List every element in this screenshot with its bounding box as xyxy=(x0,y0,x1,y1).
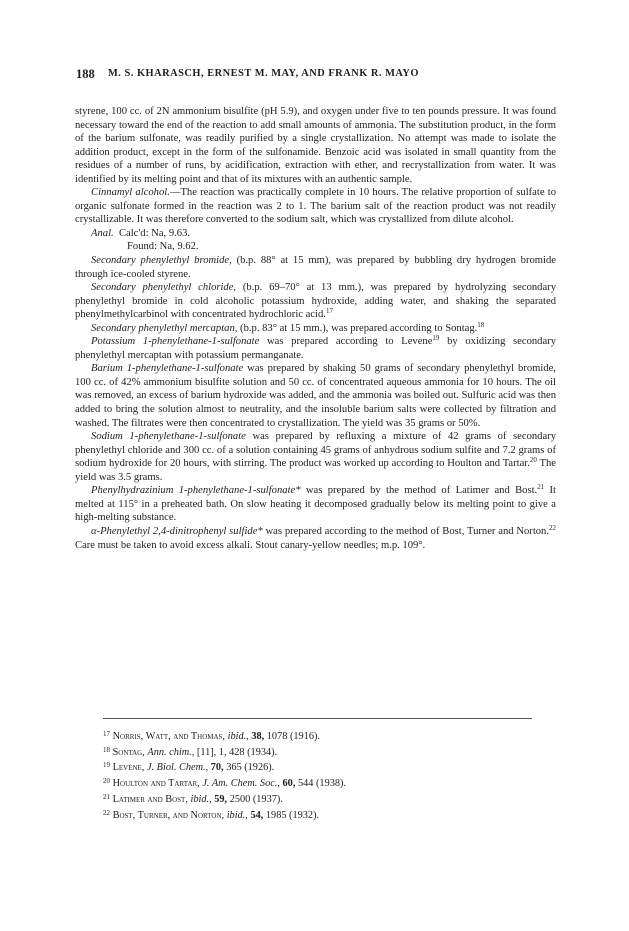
paragraph-text: (b.p. 69–70° at 13 mm.), was prepared by hydrolyzing secondary phenylethyl bromide in cold alcoholic potassium hydroxide, adding water, and shaking the separated phenylmethylcarbinol with concentrated hydrochloric acid. xyxy=(75,282,556,321)
footnote-journal: ibid., xyxy=(227,731,249,742)
footnote xyxy=(103,775,543,791)
footnote-number: 17 xyxy=(103,730,110,738)
paragraph-phenylethyl-mercaptan xyxy=(75,322,556,336)
footnote-authors: Norris, Watt, and Thomas, xyxy=(112,731,225,742)
section-title: Secondary phenylethyl bromide, xyxy=(91,255,232,267)
paragraph-text: It melted at 115° in a preheated bath. On slow heating it decomposed gradually below its melting point to give a high-melting substance. xyxy=(75,485,557,524)
section-title: Secondary phenylethyl mercaptan, xyxy=(91,322,238,334)
paragraph-phenylethyl-bromide xyxy=(75,254,556,281)
footnote xyxy=(103,807,543,823)
section-title: Cinnamyl alcohol. xyxy=(91,187,170,199)
analysis-found-value: Found: Na, 9.62. xyxy=(127,241,199,253)
paragraph-cinnamyl-alcohol xyxy=(75,186,556,227)
section-title: α-Phenylethyl 2,4-dinitrophenyl sulfide* xyxy=(91,525,263,537)
footnote-pages: [11], 1, 428 (1934). xyxy=(196,746,278,758)
body-text xyxy=(75,105,556,552)
paragraph-potassium-sulfonate xyxy=(75,335,556,362)
footnote-number: 18 xyxy=(103,745,110,754)
footnote xyxy=(103,759,543,775)
footnote-volume: 60, xyxy=(282,778,296,790)
paragraph-text: was prepared by the method of Latimer and Bost. xyxy=(300,485,538,497)
paragraph-dinitrophenyl-sulfide xyxy=(75,525,556,552)
footnote-volume: 38, xyxy=(251,731,265,742)
analysis-calculated xyxy=(75,227,556,241)
paragraph-text: by oxidizing secondary phenylethyl mercaptan with potassium permanganate. xyxy=(75,336,557,361)
footnote-authors: Levene, xyxy=(112,762,145,774)
footnote-authors: Sontag, xyxy=(112,746,145,758)
paragraph-phenylethyl-chloride xyxy=(75,281,556,322)
analysis-label: Anal. xyxy=(91,227,114,239)
footnote-ref: 19 xyxy=(432,334,440,343)
paragraph-text: (b.p. 83° at 15 mm.), was prepared according to Sontag. xyxy=(237,322,478,334)
footnote-volume: 70, xyxy=(210,762,224,774)
footnote-authors: Latimer and Bost, xyxy=(112,793,188,805)
footnote-journal: ibid., xyxy=(190,793,212,805)
footnote-authors: Houlton and Tartar, xyxy=(112,778,200,790)
paragraph-text: was prepared according to Levene xyxy=(259,336,433,348)
footnote-ref: 18 xyxy=(477,320,485,329)
section-title: Phenylhydrazinium 1-phenylethane-1-sulfonate* xyxy=(91,485,301,497)
footnote-number: 21 xyxy=(103,792,110,801)
footnote-pages: 544 (1938). xyxy=(297,778,347,790)
paragraph-text: was prepared by shaking 50 grams of secondary phenylethyl bromide, 100 cc. of 42% ammonium bisulfite solution and 50 cc. of concentrated aqueous ammonia for 10 hours. The oil was removed, an excess of barium hydroxide was added, and the ammonia was boiled out. Sulfuric acid was then added to bring the solution almost to neutrality, and the insoluble barium salts were collected by filtration and washed. The filtrates were then concentrated to crystallization. The yield was 35 grams or 50%. xyxy=(75,363,556,429)
paragraph-text: was prepared according to the method of Bost, Turner and Norton. xyxy=(262,525,550,537)
footnote-number: 20 xyxy=(103,777,110,786)
footnotes xyxy=(103,728,543,822)
footnote-volume: 54, xyxy=(250,809,264,821)
footnote-number: 19 xyxy=(103,761,110,770)
paragraph-styrene xyxy=(75,105,556,186)
section-title: Sodium 1-phenylethane-1-sulfonate xyxy=(91,431,246,443)
footnote-volume: 59, xyxy=(214,793,228,805)
section-title: Potassium 1-phenylethane-1-sulfonate xyxy=(91,336,260,348)
footnote-divider xyxy=(103,718,532,719)
section-title: Secondary phenylethyl chloride, xyxy=(91,282,237,294)
footnote-pages: 365 (1926). xyxy=(226,762,275,774)
page-header xyxy=(76,67,576,83)
analysis-calc-value: Calc'd: Na, 9.63. xyxy=(118,227,191,239)
footnote-pages: 1078 (1916). xyxy=(266,731,320,742)
paragraph-text: —The reaction was practically complete in 10 hours. The relative proportion of sulfate to organic sulfonate formed in the reaction was 2 to 1. The barium salt of the reaction product was not readily crystallizable. It was therefore converted to the sodium salt, which was crystallized from dilute alcohol. xyxy=(75,187,556,226)
footnote-journal: ibid., xyxy=(226,809,248,821)
footnote xyxy=(103,744,543,760)
footnote-journal: J. Biol. Chem., xyxy=(146,762,209,774)
paragraph-phenylhydrazinium xyxy=(75,484,556,525)
paragraph-text: (b.p. 88° at 15 mm), was prepared by bubbling dry hydrogen bromide through ice-cooled styrene. xyxy=(75,255,556,280)
footnote-number: 22 xyxy=(103,808,110,817)
footnote-ref: 21 xyxy=(537,483,545,492)
footnote-ref: 20 xyxy=(529,456,537,465)
paragraph-text: styrene, 100 cc. of 2N ammonium bisulfite (pH 5.9), and oxygen under five to ten pounds pressure. It was found necessary toward the end of the reaction to add small amounts of ammonia. The substitution product, in the form of the barium sulfonate, was readily purified by a single crystallization. No attempt was made to isolate the addition product, except in the form of the sulfonamide. Benzoic acid was isolated in small quantity from the residues of a number of runs, by acidification, extraction with ether, and recrystallization from water. It was identified by its melting point and that of its mixtures with an authentic sample. xyxy=(75,106,556,185)
paragraph-sodium-sulfonate xyxy=(75,430,556,484)
analysis-found xyxy=(75,240,556,254)
footnote-ref: 22 xyxy=(549,523,557,532)
running-head: M. S. KHARASCH, ERNEST M. MAY, AND FRANK R. MAYO xyxy=(108,68,420,79)
page-number: 188 xyxy=(76,67,95,81)
footnote xyxy=(103,728,543,744)
footnote-ref: 17 xyxy=(325,307,333,316)
footnote-journal: J. Am. Chem. Soc., xyxy=(202,778,280,790)
paragraph-text: Care must be taken to avoid excess alkali. Stout canary-yellow needles; m.p. 109°. xyxy=(75,539,426,551)
paragraph-text: The yield was 3.5 grams. xyxy=(75,458,556,483)
footnote-pages: 1985 (1932). xyxy=(265,809,320,821)
footnote xyxy=(103,791,543,807)
footnote-authors: Bost, Turner, and Norton, xyxy=(112,809,225,821)
footnote-pages: 2500 (1937). xyxy=(229,793,283,805)
section-title: Barium 1-phenylethane-1-sulfonate xyxy=(91,363,244,375)
paragraph-text: was prepared by refluxing a mixture of 42 grams of secondary phenylethyl chloride and 300 cc. of a solution containing 45 grams of anhydrous sodium sulfite and 7.2 grams of sodium hydroxide for 20 hours, with stirring. The product was worked up according to Houlton and Tartar. xyxy=(75,431,556,470)
paragraph-barium-sulfonate xyxy=(75,362,556,430)
footnote-journal: Ann. chim., xyxy=(147,746,195,758)
